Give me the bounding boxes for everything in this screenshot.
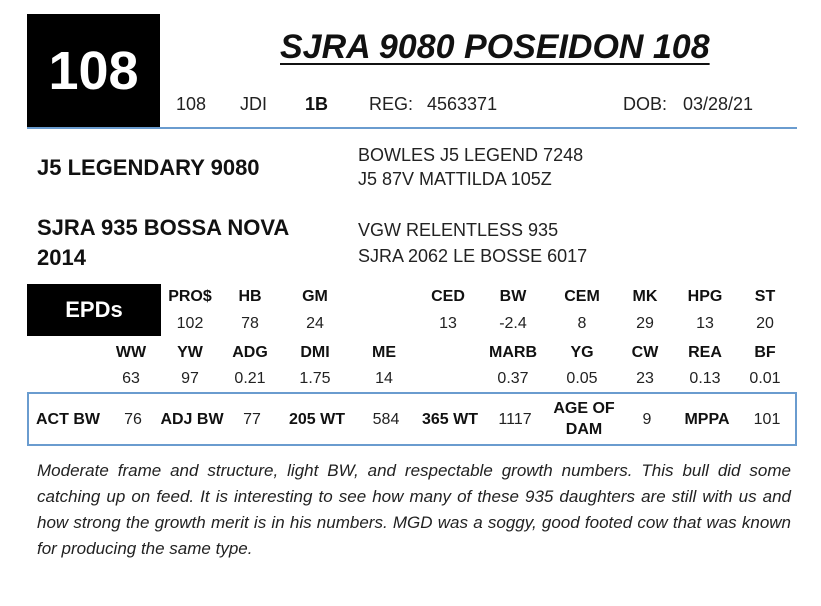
dob-value: 03/28/21 <box>683 94 754 114</box>
epd-header: CEM <box>564 288 600 305</box>
performance-value: 1117 <box>498 410 532 428</box>
epd-header: MARB <box>489 344 537 361</box>
epd-value: 23 <box>636 370 654 387</box>
reg-label: REG: <box>369 94 414 114</box>
reg-number: 4563371 <box>427 94 498 114</box>
lot-number: 108 <box>27 14 160 127</box>
performance-value: 77 <box>243 410 261 428</box>
performance-value: 9 <box>642 410 652 428</box>
dam-name: SJRA 935 BOSSA NOVA 2014 <box>37 215 289 270</box>
epd-header: ADG <box>232 344 268 361</box>
epd-header: CW <box>631 344 659 361</box>
epd-value: 1.75 <box>299 370 331 387</box>
epd-value: 13 <box>696 315 714 332</box>
epd-header: REA <box>688 344 722 361</box>
performance-label: ACT BW <box>36 410 100 428</box>
epd-label: EPDs <box>27 284 161 336</box>
calf-type: 1B <box>305 94 329 114</box>
performance-label: ADJ BW <box>160 410 224 428</box>
epd-header: GM <box>302 288 328 305</box>
epd-value: 0.21 <box>234 370 266 387</box>
sire-sire: BOWLES J5 LEGEND 7248 <box>358 145 584 165</box>
sire-name: J5 LEGENDARY 9080 <box>37 155 260 180</box>
performance-box <box>27 392 797 446</box>
epd-header: HB <box>238 288 262 305</box>
epd-value: 0.05 <box>566 370 598 387</box>
epd-header: ST <box>754 288 776 305</box>
epd-value: 97 <box>181 370 199 387</box>
header-divider <box>27 127 797 129</box>
epd-value: 102 <box>176 315 204 332</box>
brand: JDI <box>240 94 267 114</box>
epd-header: DMI <box>300 344 330 361</box>
epd-value: 8 <box>577 315 587 332</box>
epd-value: 63 <box>122 370 140 387</box>
epd-header: HPG <box>687 288 723 305</box>
epd-header: MK <box>632 288 658 305</box>
epd-value: 0.37 <box>497 370 529 387</box>
epd-value: 13 <box>439 315 457 332</box>
epd-header: YW <box>177 344 203 361</box>
epd-header: WW <box>115 344 147 361</box>
epd-value: 29 <box>636 315 654 332</box>
performance-value: 101 <box>753 410 781 428</box>
epd-header: BW <box>499 288 527 305</box>
epd-value: 78 <box>241 315 259 332</box>
performance-label: 365 WT <box>421 410 478 428</box>
epd-header: PRO$ <box>168 288 212 305</box>
animal-name: SJRA 9080 POSEIDON 108 <box>280 28 710 66</box>
performance-label: 205 WT <box>288 410 345 428</box>
dam-sire: VGW RELENTLESS 935 <box>358 220 559 240</box>
performance-value: 76 <box>124 410 142 428</box>
epd-value: 20 <box>756 315 774 332</box>
epd-value: -2.4 <box>499 315 527 332</box>
tattoo: 108 <box>176 94 207 114</box>
description: Moderate frame and structure, light BW, and respectable growth numbers. This bull did some catching up on feed. It is interesting to see how many of these 935 daughters are still with us and how strong the growth merit is in his numbers. MGD was a soggy, good footed cow that was known for producing the same type. <box>37 461 791 558</box>
performance-label: MPPA <box>684 410 730 428</box>
dob-label: DOB: <box>623 94 668 114</box>
epd-value: 0.01 <box>749 370 781 387</box>
sire-dam: J5 87V MATTILDA 105Z <box>358 169 552 189</box>
epd-header: YG <box>570 344 594 361</box>
epd-value: 14 <box>375 370 393 387</box>
epd-value: 0.13 <box>689 370 721 387</box>
epd-value: 24 <box>306 315 324 332</box>
performance-label: AGE OF DAM <box>553 400 615 438</box>
epd-header: ME <box>372 344 396 361</box>
performance-value: 584 <box>372 410 400 428</box>
epd-header: BF <box>754 344 776 361</box>
epd-header: CED <box>431 288 465 305</box>
dam-dam: SJRA 2062 LE BOSSE 6017 <box>358 246 588 266</box>
